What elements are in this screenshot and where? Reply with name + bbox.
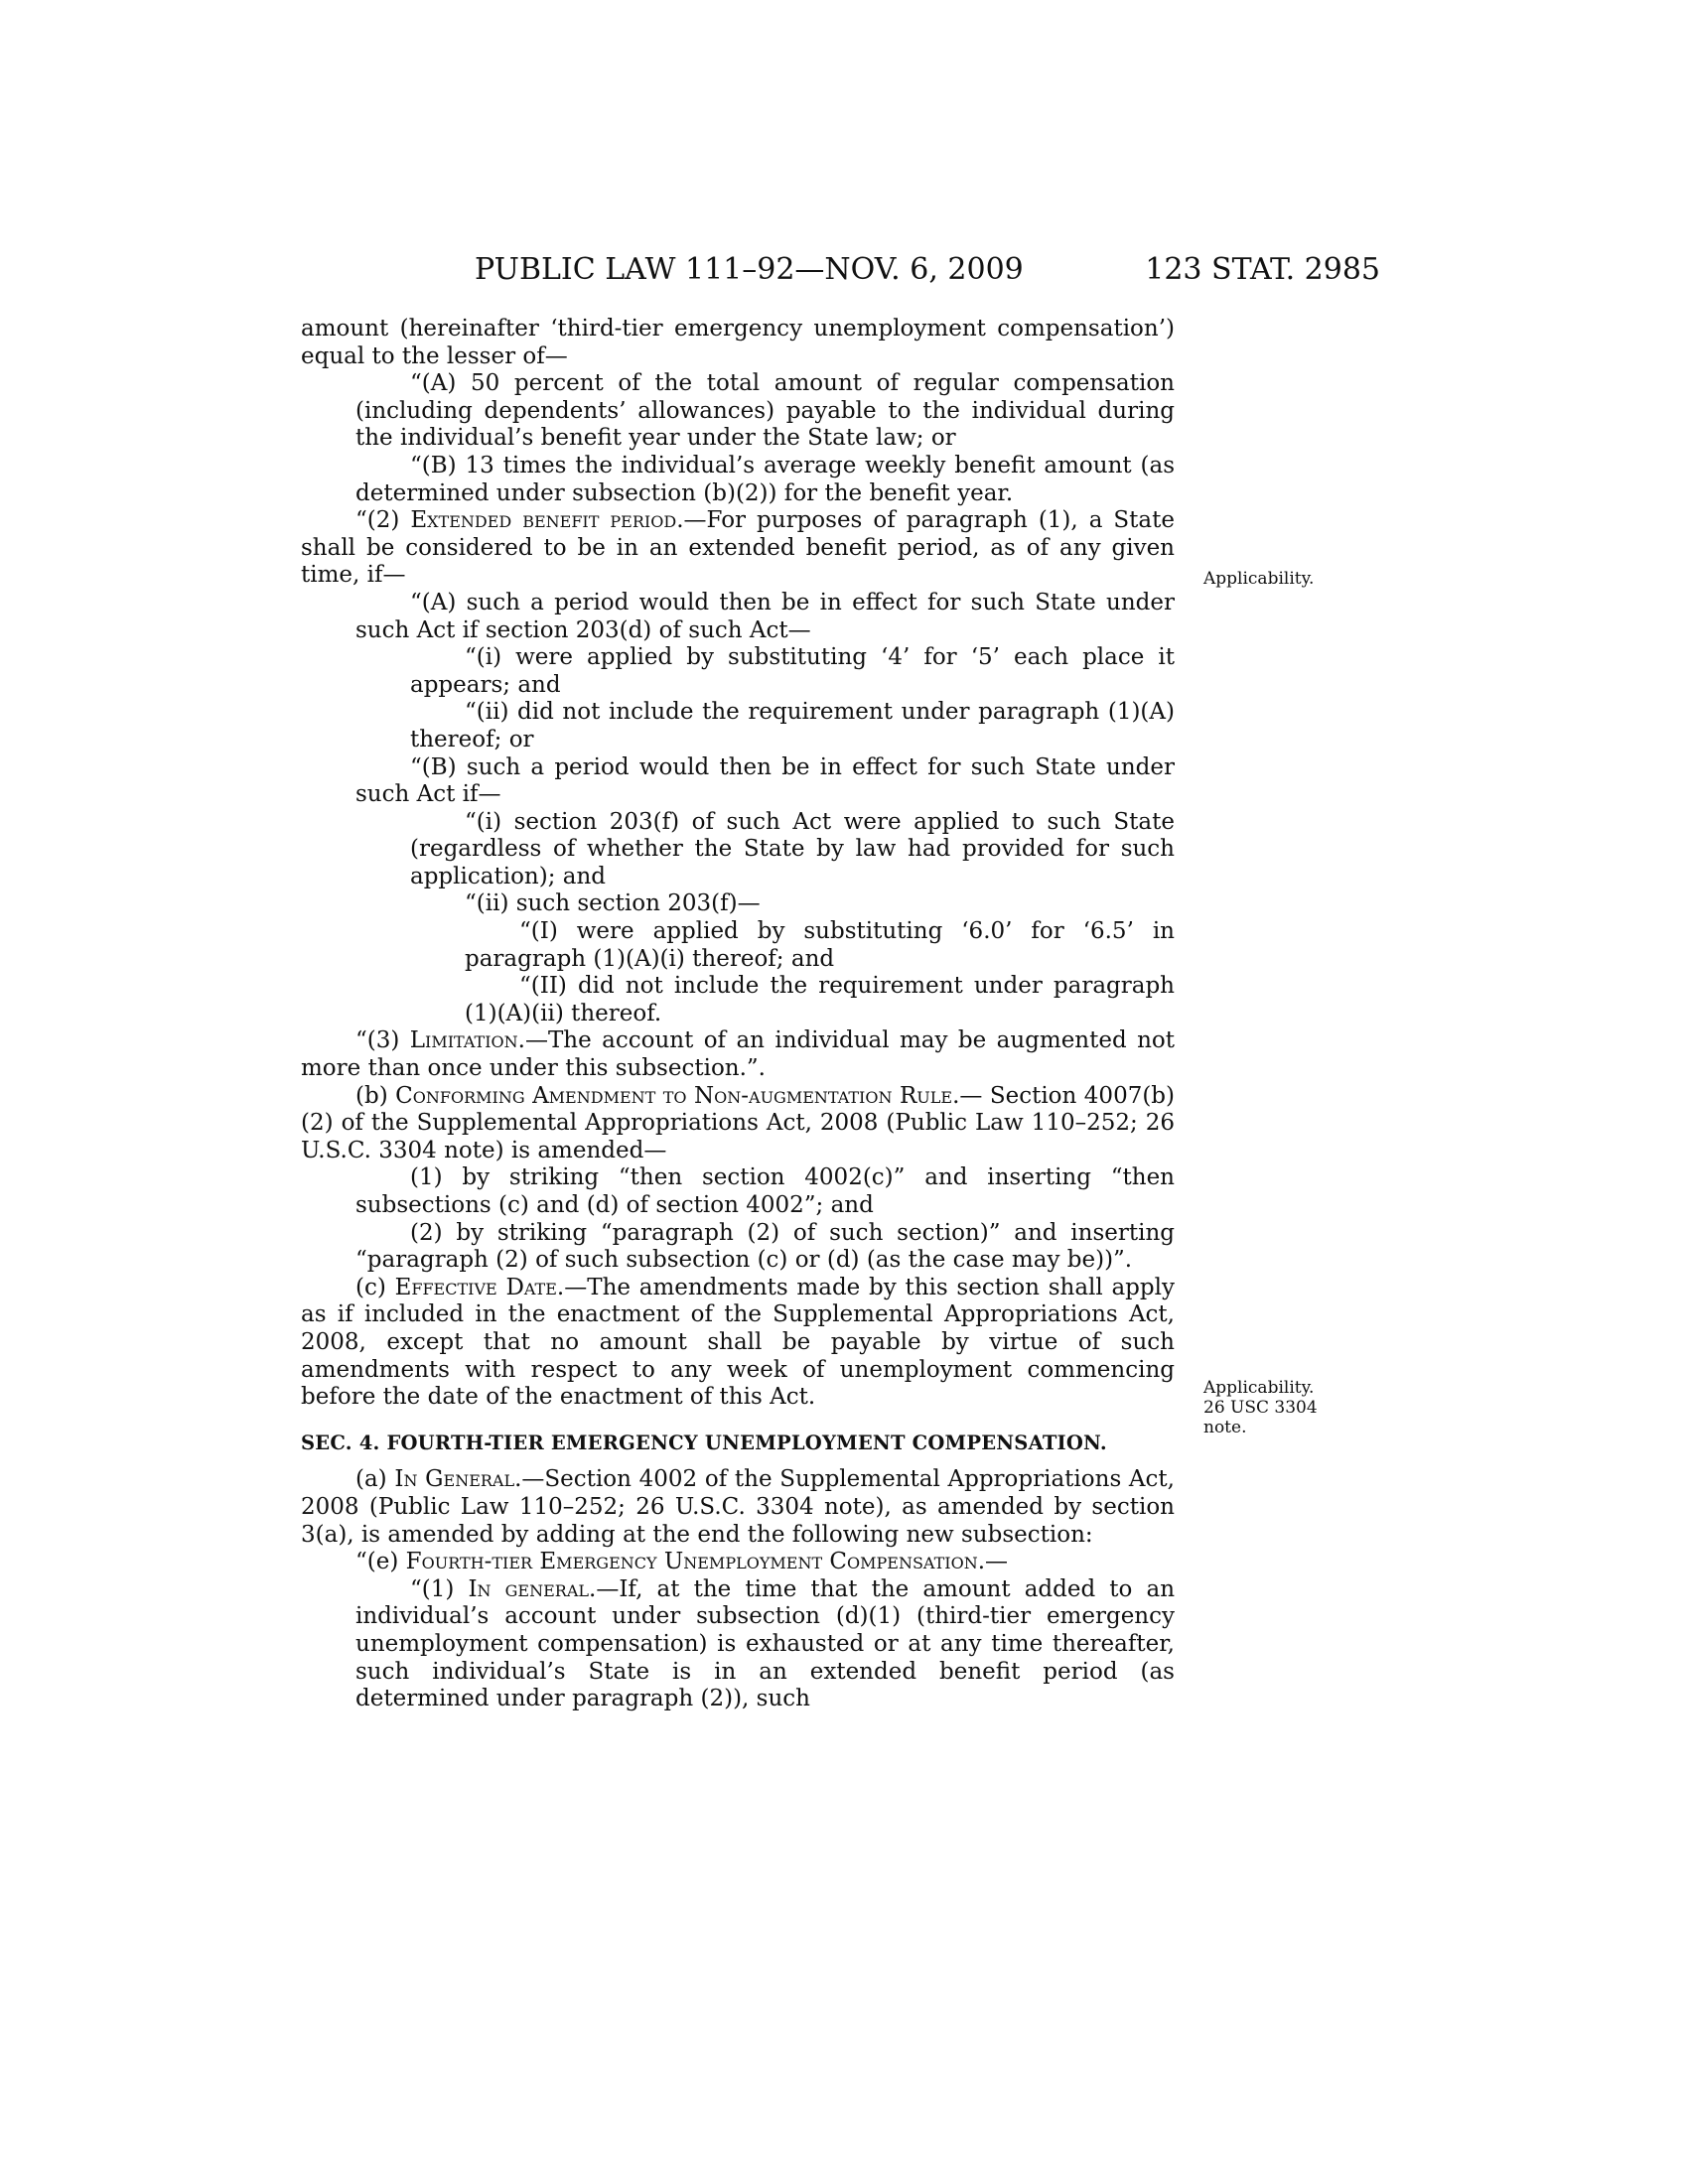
paragraph: “(ii) such section 203(f)— (465, 890, 761, 917)
page-header-title: PUBLIC LAW 111–92—NOV. 6, 2009 (475, 252, 1024, 287)
paragraph: “(e) Fourth-tier Emergency Unemployment Compensation.— (355, 1549, 1009, 1575)
paragraph: “(II) did not include the requirement under paragraph (1)(A)(ii) thereof. (465, 973, 1175, 1026)
paragraph: “(1) In general.—If, at the time that the amount added to an individual’s account under subsection (d)(1) (third-tier emergency unemployment compensation) is exhausted or at any time thereafter, such individual’s State is in an extended benefit period (as determined under paragraph (2)), such (355, 1575, 1176, 1712)
paragraph: “(ii) did not include the requirement under paragraph (1)(A) thereof; or (410, 699, 1175, 752)
paragraph: (a) In General.—Section 4002 of the Supplemental Appropriations Act, 2008 (Public Law 110–252; 26 U.S.C. 3304 note), as amended by section 3(a), is amended by adding at the end the following new subsection: (301, 1466, 1175, 1548)
page-header-stat: 123 STAT. 2985 (1145, 252, 1380, 287)
margin-note: Applicability. 26 USC 3304 note. (1203, 1378, 1318, 1437)
paragraph-heading: Limitation (409, 1027, 518, 1054)
paragraph-heading: In general (468, 1575, 590, 1602)
paragraph: “(3) Limitation.—The account of an individual may be augmented not more than once under this subsection.”. (301, 1027, 1176, 1082)
section-heading: SEC. 4. FOURTH-TIER EMERGENCY UNEMPLOYMENT COMPENSATION. (301, 1431, 1107, 1454)
paragraph-heading: Conforming Amendment to Non-augmentation Rule (395, 1082, 953, 1109)
paragraph: “(i) were applied by substituting ‘4’ for ‘5’ each place it appears; and (410, 644, 1175, 698)
paragraph: “(i) section 203(f) of such Act were applied to such State (regardless of whether the State by law had provided for such application); and (410, 808, 1175, 889)
paragraph: “(B) 13 times the individual’s average weekly benefit amount (as determined under subsection (b)(2)) for the benefit year. (355, 452, 1175, 506)
margin-note: Applicability. (1203, 569, 1315, 589)
paragraph: “(I) were applied by substituting ‘6.0’ for ‘6.5’ in paragraph (1)(A)(i) thereof; and (465, 918, 1175, 972)
paragraph: “(A) such a period would then be in effect for such State under such Act if section 203(d) of such Act— (355, 589, 1175, 643)
paragraph-heading: Extended benefit period (410, 507, 677, 534)
paragraph-heading: In General (394, 1466, 515, 1493)
paragraph-heading: Fourth-tier Emergency Unemployment Compensation (405, 1549, 978, 1575)
paragraph: (2) by striking “paragraph (2) of such section)” and inserting “paragraph (2) of such subsection (c) or (d) (as the case may be))”. (355, 1219, 1175, 1274)
paragraph: “(B) such a period would then be in effect for such State under such Act if— (355, 753, 1175, 808)
page-header (298, 252, 1380, 292)
paragraph: amount (hereinafter ‘third-tier emergency unemployment compensation’) equal to the lesser of— (301, 316, 1175, 369)
paragraph: (c) Effective Date.—The amendments made by this section shall apply as if included in the enactment of the Supplemental Appropriations Act, 2008, except that no amount shall be payable by virtue of such amendments with respect to any week of unemployment commencing before the date of the enactment of this Act. (301, 1274, 1175, 1411)
document-body (301, 316, 1175, 1713)
paragraph-heading: Effective Date (394, 1274, 557, 1300)
paragraph: “(A) 50 percent of the total amount of regular compensation (including dependents’ allowances) payable to the individual during the individual’s benefit year under the State law; or (355, 370, 1175, 452)
paragraph: (1) by striking “then section 4002(c)” and inserting “then subsections (c) and (d) of section 4002”; and (355, 1164, 1175, 1218)
paragraph: (b) Conforming Amendment to Non-augmentation Rule.— Section 4007(b)(2) of the Supplemental Appropriations Act, 2008 (Public Law 110–252; 26 U.S.C. 3304 note) is amended— (301, 1082, 1176, 1163)
paragraph: “(2) Extended benefit period.—For purposes of paragraph (1), a State shall be considered to be in an extended benefit period, as of any given time, if— (301, 507, 1175, 589)
